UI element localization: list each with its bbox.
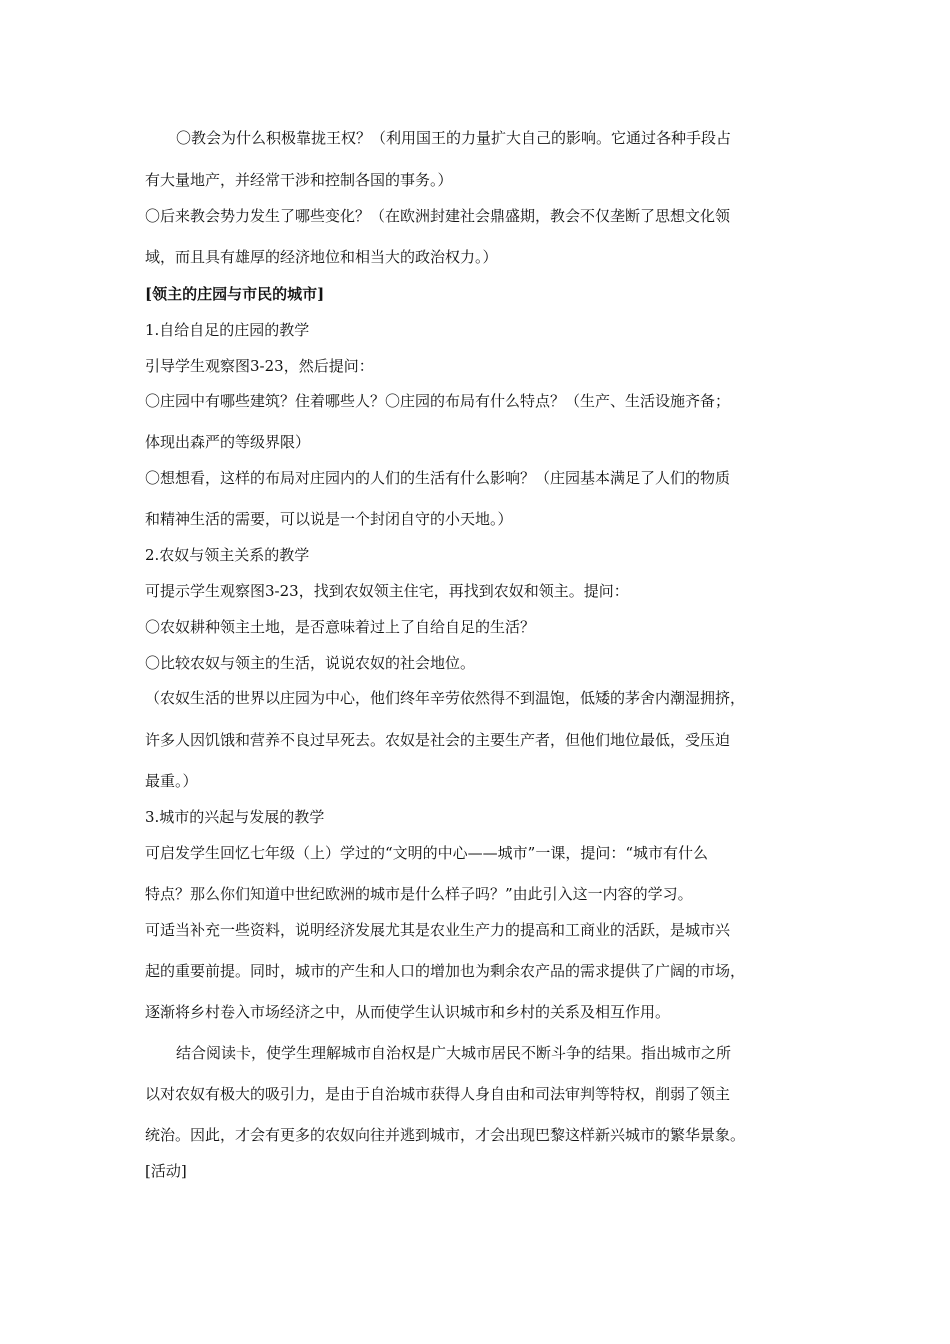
paragraph-line: 体现出森严的等级界限） — [145, 433, 311, 451]
paragraph-line: 〇农奴耕种领主土地，是否意味着过上了自给自足的生活？ — [145, 618, 536, 636]
paragraph-line: 域，而且具有雄厚的经济地位和相当大的政治权力。） — [145, 248, 498, 266]
paragraph-line: 〇庄园中有哪些建筑？住着哪些人？〇庄园的布局有什么特点？（生产、生活设施齐备； — [145, 392, 731, 410]
section-heading: [活动] — [145, 1162, 187, 1180]
paragraph-line: 〇想想看，这样的布局对庄园内的人们的生活有什么影响？（庄园基本满足了人们的物质 — [145, 469, 731, 487]
subsection-heading: 1.自给自足的庄园的教学 — [145, 321, 310, 339]
paragraph-line: 结合阅读卡，使学生理解城市自治权是广大城市居民不断斗争的结果。指出城市之所 — [176, 1044, 732, 1062]
paragraph-line: 许多人因饥饿和营养不良过早死去。农奴是社会的主要生产者，但他们地位最低，受压迫 — [145, 731, 731, 749]
paragraph-line: 最重。） — [145, 772, 198, 790]
paragraph-line: 和精神生活的需要，可以说是一个封闭自守的小天地。） — [145, 510, 513, 528]
paragraph-line: 起的重要前提。同时，城市的产生和人口的增加也为剩余农产品的需求提供了广阔的市场， — [145, 962, 746, 980]
section-heading: [领主的庄园与市民的城市] — [145, 285, 325, 303]
paragraph-line: 有大量地产，并经常干涉和控制各国的事务。） — [145, 171, 453, 189]
paragraph-line: （农奴生活的世界以庄园为中心，他们终年辛劳依然得不到温饱，低矮的茅舍内潮湿拥挤， — [145, 689, 746, 707]
paragraph-line: 〇教会为什么积极靠拢王权？（利用国王的力量扩大自己的影响。它通过各种手段占 — [176, 129, 732, 147]
paragraph-line: 〇后来教会势力发生了哪些变化？（在欧洲封建社会鼎盛期，教会不仅垄断了思想文化领 — [145, 207, 731, 225]
paragraph-line: 可提示学生观察图3-23，找到农奴领主住宅，再找到农奴和领主。提问： — [145, 582, 629, 600]
paragraph-line: 可适当补充一些资料，说明经济发展尤其是农业生产力的提高和工商业的活跃，是城市兴 — [145, 921, 731, 939]
paragraph-line: 〇比较农奴与领主的生活，说说农奴的社会地位。 — [145, 654, 476, 672]
paragraph-line: 特点？那么你们知道中世纪欧洲的城市是什么样子吗？”由此引入这一内容的学习。 — [145, 885, 693, 903]
paragraph-line: 可启发学生回忆七年级（上）学过的“文明的中心——城市”一课，提问：“城市有什么 — [145, 844, 709, 862]
paragraph-line: 逐渐将乡村卷入市场经济之中，从而使学生认识城市和乡村的关系及相互作用。 — [145, 1003, 671, 1021]
subsection-heading: 3.城市的兴起与发展的教学 — [145, 808, 325, 826]
paragraph-line: 引导学生观察图3-23，然后提问： — [145, 357, 374, 375]
paragraph-line: 统治。因此，才会有更多的农奴向往并逃到城市，才会出现巴黎这样新兴城市的繁华景象。 — [145, 1126, 746, 1144]
paragraph-line: 以对农奴有极大的吸引力，是由于自治城市获得人身自由和司法审判等特权，削弱了领主 — [145, 1085, 731, 1103]
subsection-heading: 2.农奴与领主关系的教学 — [145, 546, 310, 564]
